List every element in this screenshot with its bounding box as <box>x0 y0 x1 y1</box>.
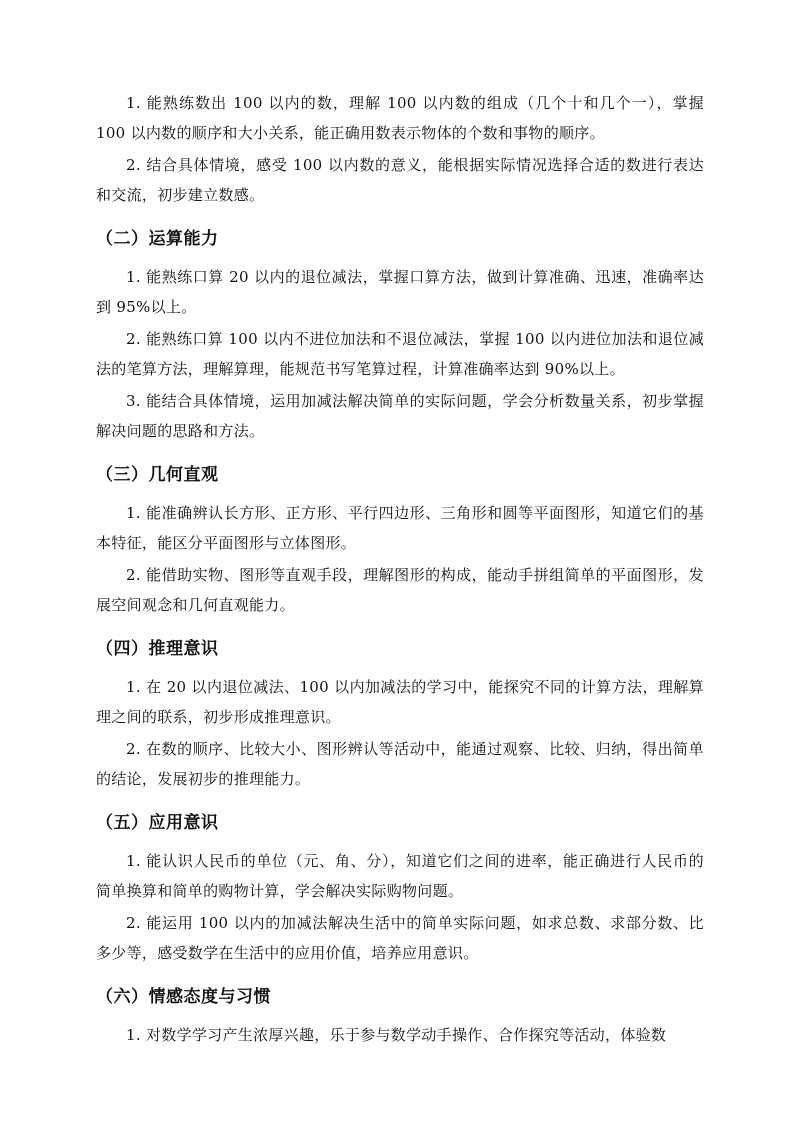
paragraph: 1. 能认识人民币的单位（元、角、分），知道它们之间的进率，能正确进行人民币的简单换算和简单的购物计算，学会解决实际购物问题。 <box>96 852 704 900</box>
paragraph: 2. 在数的顺序、比较大小、图形辨认等活动中，能通过观察、比较、归纳，得出简单的结论，发展初步的推理能力。 <box>96 740 704 788</box>
section-application <box>96 808 704 968</box>
paragraph: 1. 能熟练口算 20 以内的退位减法，掌握口算方法，做到计算准确、迅速，准确率达到 95%以上。 <box>96 268 704 316</box>
paragraph: 1. 对数学学习产生浓厚兴趣，乐于参与数学动手操作、合作探究等活动，体验数 <box>126 1026 667 1044</box>
section-heading: （三）几何直观 <box>96 465 219 485</box>
paragraph: 2. 结合具体情境，感受 100 以内数的意义，能根据实际情况选择合适的数进行表达和交流，初步建立数感。 <box>96 156 704 204</box>
section-heading: （四）推理意识 <box>96 639 219 659</box>
section-heading: （二）运算能力 <box>96 229 219 249</box>
paragraph: 1. 在 20 以内退位减法、100 以内加减法的学习中，能探究不同的计算方法，理解算理之间的联系，初步形成推理意识。 <box>96 678 704 726</box>
intro-section <box>96 88 704 210</box>
section-reasoning <box>96 634 704 794</box>
paragraph: 1. 能熟练数出 100 以内的数，理解 100 以内数的组成（几个十和几个一），掌握 100 以内数的顺序和大小关系，能正确用数表示物体的个数和事物的顺序。 <box>96 94 704 142</box>
paragraph: 2. 能借助实物、图形等直观手段，理解图形的构成，能动手拼组简单的平面图形，发展空间观念和几何直观能力。 <box>96 566 704 614</box>
section-geometry <box>96 460 704 620</box>
paragraph: 2. 能熟练口算 100 以内不进位加法和不退位减法，掌握 100 以内进位加法和退位减法的笔算方法，理解算理，能规范书写笔算过程，计算准确率达到 90%以上。 <box>96 330 704 378</box>
section-attitude <box>96 982 704 1050</box>
section-computation <box>96 224 704 446</box>
paragraph: 1. 能准确辨认长方形、正方形、平行四边形、三角形和圆等平面图形，知道它们的基本特征，能区分平面图形与立体图形。 <box>96 504 704 552</box>
paragraph: 3. 能结合具体情境，运用加减法解决简单的实际问题，学会分析数量关系，初步掌握解决问题的思路和方法。 <box>96 392 704 440</box>
paragraph: 2. 能运用 100 以内的加减法解决生活中的简单实际问题，如求总数、求部分数、比多少等，感受数学在生活中的应用价值，培养应用意识。 <box>96 914 704 962</box>
section-heading: （五）应用意识 <box>96 813 219 833</box>
section-heading: （六）情感态度与习惯 <box>96 987 271 1007</box>
